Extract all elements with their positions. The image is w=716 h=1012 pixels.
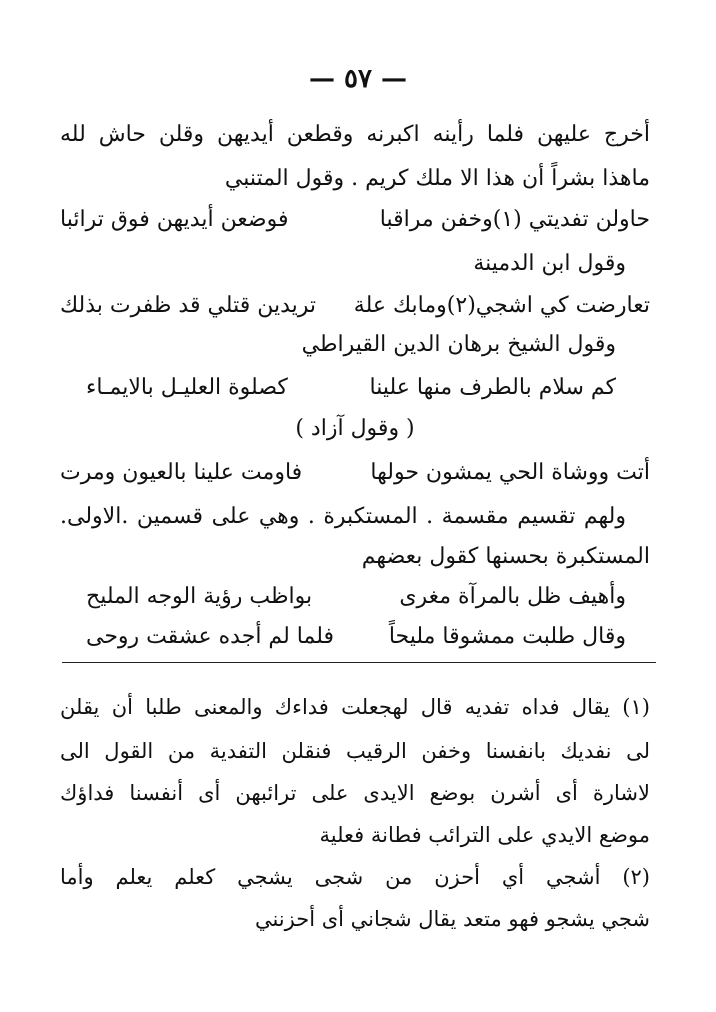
footnote-line: (١) يقال فداه تفديه قال لهجعلت فداءك والمعنى طلبا أن يقلن: [60, 695, 650, 719]
footnote-line: لاشارة أى أشرن بوضع الايدى على ترائبهن أى أنفسنا فداؤك: [60, 781, 650, 805]
footnote-line: موضع الايدي على الترائب فطانة فعلية: [319, 823, 650, 847]
verse-first-hemistich: وأهيف ظل بالمرآة مغرى: [399, 584, 626, 609]
verse-first-hemistich: كم سلام بالطرف منها علينا: [369, 375, 616, 400]
text-line: ماهذا بشراً أن هذا الا ملك كريم . وقول المتنبي: [224, 166, 650, 191]
verse-second-hemistich: فلما لم أجده عشقت روحى: [86, 624, 334, 649]
text-line: وقول ابن الدمينة: [473, 251, 626, 276]
text-line: وقول الشيخ برهان الدين القيراطي: [301, 332, 616, 357]
verse-first-hemistich: حاولن تفديتي (١)وخفن مراقبا: [379, 207, 650, 232]
verse-second-hemistich: كصلوة العليـل بالايمـاء: [86, 375, 288, 400]
verse-first-hemistich: تعارضت كي اشجي(٢)ومابك علة: [353, 293, 650, 318]
text-line: ( وقول آزاد ): [295, 416, 415, 441]
footnote-divider: [62, 662, 656, 663]
verse-second-hemistich: بواظب رؤية الوجه المليح: [86, 584, 313, 609]
text-line: ولهم تقسيم مقسمة . المستكبرة . وهي على قسمين .الاولى.: [60, 504, 626, 529]
verse-first-hemistich: أتت ووشاة الحي يمشون حولها: [370, 460, 650, 485]
page-number: — ٥٧ —: [308, 64, 408, 94]
verse-second-hemistich: فوضعن أيديهن فوق ترائبا: [60, 207, 289, 232]
verse-second-hemistich: تريدين قتلي قد ظفرت بذلك: [60, 293, 317, 318]
verse-second-hemistich: فاومت علينا بالعيون ومرت: [60, 460, 303, 485]
footnote-line: (٢) أشجي أي أحزن من شجى يشجي كعلم يعلم وأما: [60, 865, 650, 889]
verse-first-hemistich: وقال طلبت ممشوقا مليحاً: [388, 624, 626, 649]
footnote-line: لى نفديك بانفسنا وخفن الرقيب فنقلن التفدية من القول الى: [60, 739, 650, 763]
text-line: أخرج عليهن فلما رأينه اكبرنه وقطعن أيديهن وقلن حاش لله: [60, 122, 650, 147]
footnote-line: شجي يشجو فهو متعد يقال شجاني أى أحزنني: [254, 907, 650, 931]
text-line: المستكبرة بحسنها كقول بعضهم: [361, 544, 650, 569]
